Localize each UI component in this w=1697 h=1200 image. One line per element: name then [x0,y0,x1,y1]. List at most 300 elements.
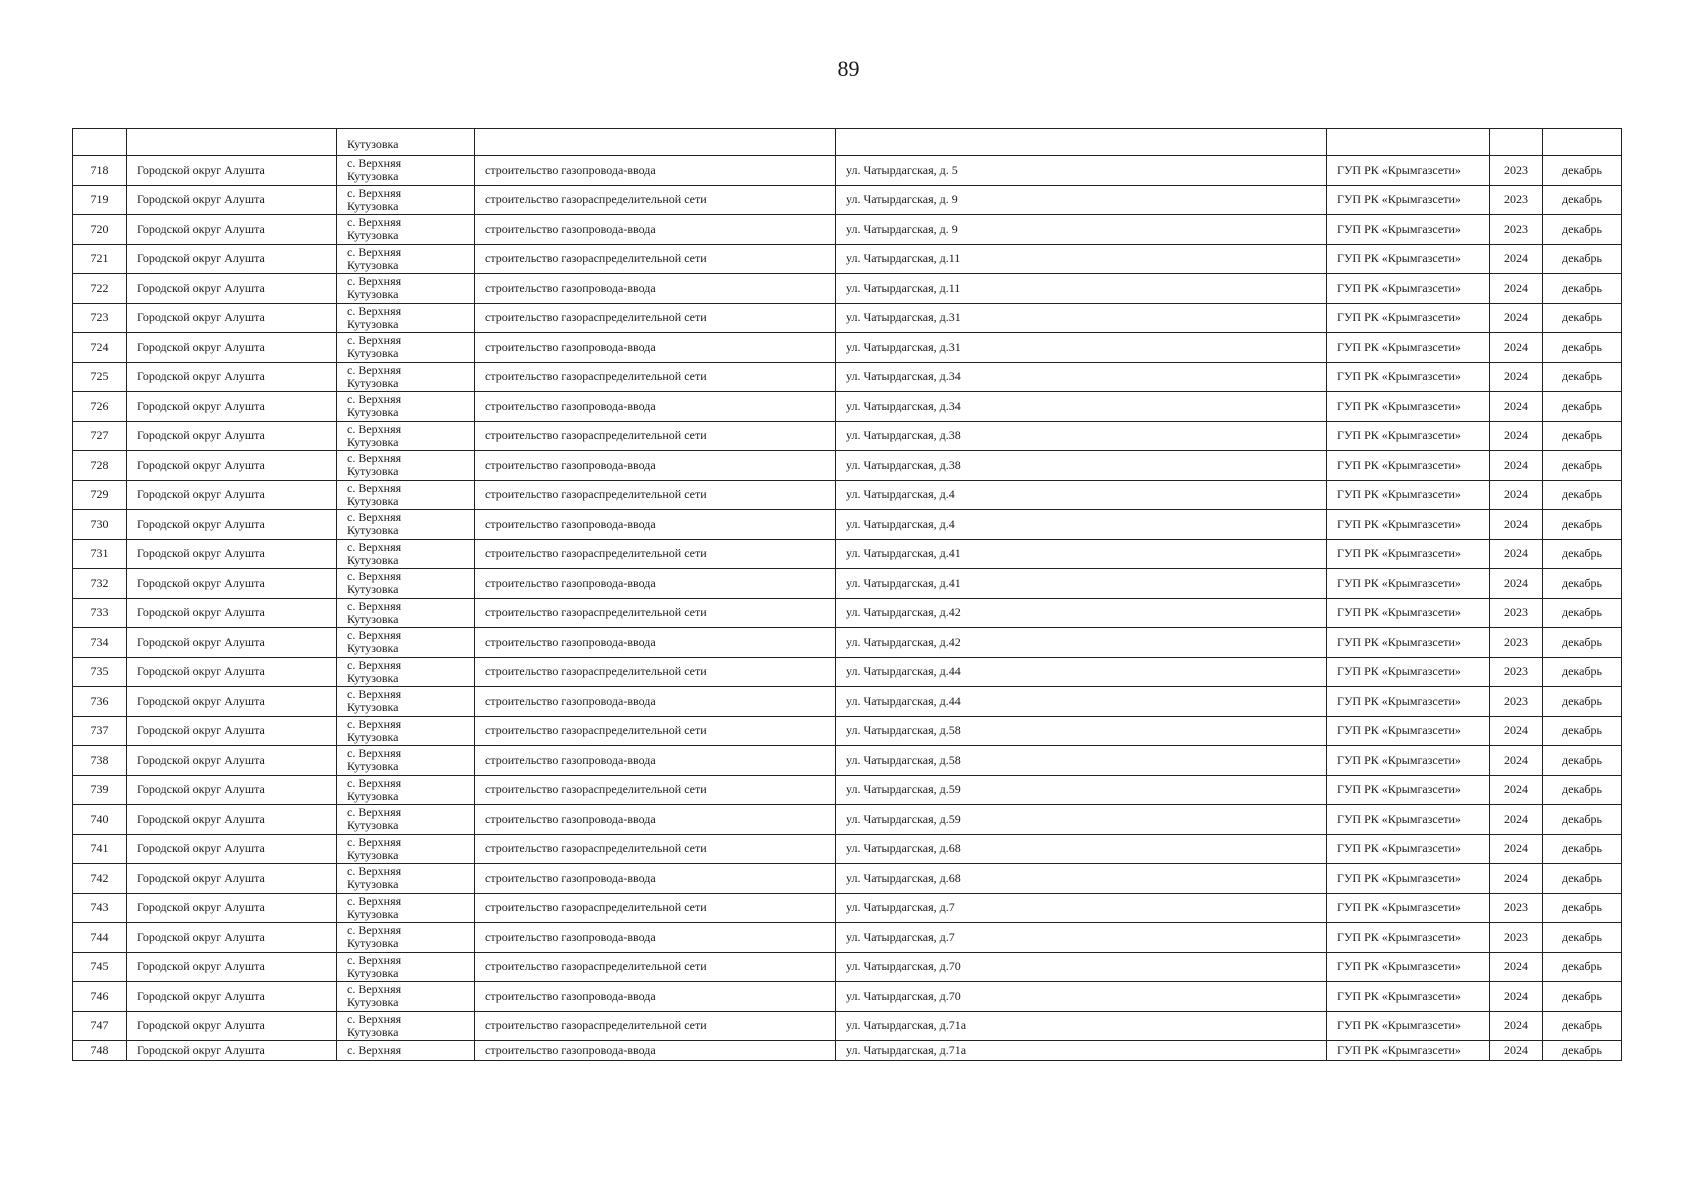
cell-work: строительство газораспределительной сети [475,303,836,333]
cell-locality [337,893,475,923]
cell-locality [337,982,475,1012]
cell-district: Городской округ Алушта [127,274,337,304]
cell-locality-line: Кутузовка [347,670,399,685]
cell-locality-line: с. Верхняя [347,598,402,613]
table-row [73,303,1622,333]
cell-num: 742 [73,864,127,894]
cell-address: ул. Чатырдагская, д.70 [836,952,1327,982]
cell-org: ГУП РК «Крымгазсети» [1327,864,1490,894]
cell-work: строительство газораспределительной сети [475,657,836,687]
cell-locality [337,421,475,451]
cell-locality [337,392,475,422]
cell-locality [337,451,475,481]
cell-month: декабрь [1543,215,1622,245]
cell-district: Городской округ Алушта [127,392,337,422]
cell-locality [337,864,475,894]
cell-org: ГУП РК «Крымгазсети» [1327,244,1490,274]
cell-month: декабрь [1543,185,1622,215]
cell-num: 746 [73,982,127,1012]
cell-address: ул. Чатырдагская, д.7 [836,893,1327,923]
cell-locality [337,1011,475,1041]
cell-address: ул. Чатырдагская, д.59 [836,805,1327,835]
cell-district: Городской округ Алушта [127,539,337,569]
cell-work: строительство газораспределительной сети [475,716,836,746]
cell-locality [337,539,475,569]
cell-locality-line: с. Верхняя [347,333,402,348]
cell-year: 2023 [1490,893,1543,923]
cell-locality-line: Кутузовка [347,287,399,302]
cell-year: 2024 [1490,480,1543,510]
cell-work: строительство газораспределительной сети [475,1011,836,1041]
cell-year: 2024 [1490,362,1543,392]
table-row [73,215,1622,245]
table-row [73,274,1622,304]
cell-num: 737 [73,716,127,746]
cell-locality-line: с. Верхняя [347,687,402,702]
cell-address: ул. Чатырдагская, д.34 [836,392,1327,422]
cell-num [73,129,127,156]
cell-work: строительство газопровода-ввода [475,215,836,245]
cell-address: ул. Чатырдагская, д.38 [836,451,1327,481]
cell-district: Городской округ Алушта [127,215,337,245]
cell-district: Городской округ Алушта [127,244,337,274]
cell-year: 2024 [1490,834,1543,864]
cell-work: строительство газораспределительной сети [475,362,836,392]
cell-org: ГУП РК «Крымгазсети» [1327,657,1490,687]
cell-org: ГУП РК «Крымгазсети» [1327,598,1490,628]
cell-locality-line: с. Верхняя [347,716,402,731]
cell-num: 732 [73,569,127,599]
cell-work: строительство газораспределительной сети [475,421,836,451]
cell-num: 740 [73,805,127,835]
cell-address: ул. Чатырдагская, д.58 [836,746,1327,776]
cell-locality [337,628,475,658]
cell-num: 724 [73,333,127,363]
cell-locality-line: с. Верхняя [347,982,402,997]
cell-district: Городской округ Алушта [127,303,337,333]
cell-locality-line: с. Верхняя [347,185,402,200]
cell-month: декабрь [1543,716,1622,746]
cell-address: ул. Чатырдагская, д.70 [836,982,1327,1012]
cell-locality-line: с. Верхняя [347,923,402,938]
cell-work: строительство газораспределительной сети [475,480,836,510]
cell-num: 741 [73,834,127,864]
cell-month: декабрь [1543,539,1622,569]
cell-address: ул. Чатырдагская, д.7 [836,923,1327,953]
cell-address: ул. Чатырдагская, д.11 [836,244,1327,274]
cell-org: ГУП РК «Крымгазсети» [1327,421,1490,451]
cell-num: 723 [73,303,127,333]
cell-month: декабрь [1543,982,1622,1012]
table-row [73,156,1622,186]
cell-locality [337,333,475,363]
cell-month: декабрь [1543,598,1622,628]
cell-locality-line: Кутузовка [347,228,399,243]
cell-num: 745 [73,952,127,982]
cell-org: ГУП РК «Крымгазсети» [1327,274,1490,304]
cell-num: 728 [73,451,127,481]
cell-district: Городской округ Алушта [127,982,337,1012]
cell-work: строительство газопровода-ввода [475,923,836,953]
cell-work: строительство газопровода-ввода [475,982,836,1012]
table-row [73,746,1622,776]
cell-work: строительство газопровода-ввода [475,1041,836,1061]
cell-locality-line: Кутузовка [347,1024,399,1039]
cell-district: Городской округ Алушта [127,421,337,451]
cell-work: строительство газопровода-ввода [475,333,836,363]
cell-month: декабрь [1543,923,1622,953]
table-row [73,421,1622,451]
cell-org: ГУП РК «Крымгазсети» [1327,539,1490,569]
cell-locality-line: с. Верхняя [347,303,402,318]
cell-work: строительство газопровода-ввода [475,274,836,304]
cell-year: 2024 [1490,716,1543,746]
cell-locality-line: Кутузовка [347,523,399,538]
cell-org [1327,129,1490,156]
page-number: 89 [837,56,860,81]
cell-num: 725 [73,362,127,392]
cell-org: ГУП РК «Крымгазсети» [1327,333,1490,363]
cell-month: декабрь [1543,362,1622,392]
cell-org: ГУП РК «Крымгазсети» [1327,510,1490,540]
cell-work: строительство газопровода-ввода [475,746,836,776]
cell-district: Городской округ Алушта [127,569,337,599]
cell-year: 2023 [1490,923,1543,953]
cell-month: декабрь [1543,657,1622,687]
cell-locality-line: с. Верхняя [347,1011,402,1026]
cell-work: строительство газопровода-ввода [475,805,836,835]
cell-locality-line: с. Верхняя [347,657,402,672]
cell-num: 721 [73,244,127,274]
cell-locality-line: Кутузовка [347,464,399,479]
cell-num: 743 [73,893,127,923]
cell-district: Городской округ Алушта [127,1011,337,1041]
table-row [73,864,1622,894]
cell-work: строительство газораспределительной сети [475,775,836,805]
cell-address: ул. Чатырдагская, д.68 [836,834,1327,864]
cell-district: Городской округ Алушта [127,156,337,186]
cell-locality-line: с. Верхняя [347,421,402,436]
continuation-row [73,129,1622,156]
cell-district: Городской округ Алушта [127,628,337,658]
cell-district: Городской округ Алушта [127,1041,337,1061]
cell-year: 2024 [1490,805,1543,835]
cell-month: декабрь [1543,244,1622,274]
cell-locality-line: Кутузовка [347,316,399,331]
cell-locality-line: Кутузовка [347,169,399,184]
table-row [73,185,1622,215]
cell-locality-line: Кутузовка [347,818,399,833]
cell-year: 2024 [1490,421,1543,451]
cell-year: 2024 [1490,333,1543,363]
cell-address: ул. Чатырдагская, д.44 [836,687,1327,717]
cell-locality [337,687,475,717]
cell-district: Городской округ Алушта [127,716,337,746]
cell-month [1543,129,1622,156]
cell-year: 2024 [1490,569,1543,599]
cell-month: декабрь [1543,333,1622,363]
cell-year: 2024 [1490,952,1543,982]
cell-locality-line: Кутузовка [347,405,399,420]
cell-locality-line: Кутузовка [347,700,399,715]
cell-month: декабрь [1543,1041,1622,1061]
cell-district: Городской округ Алушта [127,687,337,717]
cell-month: декабрь [1543,569,1622,599]
table-row [73,510,1622,540]
cell-year: 2024 [1490,982,1543,1012]
table-row [73,805,1622,835]
table-row [73,1041,1622,1061]
cell-locality-line: Кутузовка [347,611,399,626]
table-row [73,1011,1622,1041]
cell-address: ул. Чатырдагская, д.42 [836,628,1327,658]
cell-num: 718 [73,156,127,186]
cell-month: декабрь [1543,451,1622,481]
cell-month: декабрь [1543,952,1622,982]
cell-month: декабрь [1543,480,1622,510]
cell-org: ГУП РК «Крымгазсети» [1327,628,1490,658]
cell-locality-line: Кутузовка [347,906,399,921]
cell-org: ГУП РК «Крымгазсети» [1327,687,1490,717]
cell-org: ГУП РК «Крымгазсети» [1327,451,1490,481]
table-row [73,716,1622,746]
table-row [73,598,1622,628]
cell-num: 747 [73,1011,127,1041]
cell-locality [337,303,475,333]
cell-locality [337,362,475,392]
table-row [73,982,1622,1012]
cell-org: ГУП РК «Крымгазсети» [1327,1041,1490,1061]
cell-address: ул. Чатырдагская, д.4 [836,510,1327,540]
cell-district: Городской округ Алушта [127,746,337,776]
cell-district [127,129,337,156]
cell-work: строительство газораспределительной сети [475,539,836,569]
cell-work: строительство газопровода-ввода [475,864,836,894]
cell-num: 739 [73,775,127,805]
cell-locality-line: с. Верхняя [347,775,402,790]
cell-district: Городской округ Алушта [127,657,337,687]
table-row [73,687,1622,717]
cell-num: 733 [73,598,127,628]
cell-month: декабрь [1543,1011,1622,1041]
cell-work: строительство газопровода-ввода [475,569,836,599]
cell-num: 748 [73,1041,127,1061]
cell-address: ул. Чатырдагская, д.38 [836,421,1327,451]
cell-num: 729 [73,480,127,510]
cell-org: ГУП РК «Крымгазсети» [1327,215,1490,245]
cell-address: ул. Чатырдагская, д. 5 [836,156,1327,186]
cell-locality [337,952,475,982]
cell-org: ГУП РК «Крымгазсети» [1327,923,1490,953]
cell-month: декабрь [1543,156,1622,186]
cell-address: ул. Чатырдагская, д.58 [836,716,1327,746]
cell-year: 2023 [1490,156,1543,186]
cell-locality [337,746,475,776]
table-row [73,539,1622,569]
cell-locality-line: с. Верхняя [347,244,402,259]
table-row [73,952,1622,982]
cell-address: ул. Чатырдагская, д.42 [836,598,1327,628]
cell-work: строительство газопровода-ввода [475,451,836,481]
table-row [73,569,1622,599]
cell-locality [337,1041,475,1061]
cell-org: ГУП РК «Крымгазсети» [1327,775,1490,805]
cell-locality-line: Кутузовка [347,493,399,508]
cell-org: ГУП РК «Крымгазсети» [1327,185,1490,215]
table-row [73,451,1622,481]
table-row [73,392,1622,422]
table-row [73,775,1622,805]
cell-month: декабрь [1543,303,1622,333]
cell-locality-line: с. Верхняя [347,451,402,466]
cell-year: 2023 [1490,215,1543,245]
cell-num: 734 [73,628,127,658]
cell-year: 2024 [1490,746,1543,776]
cell-org: ГУП РК «Крымгазсети» [1327,1011,1490,1041]
cell-year: 2024 [1490,303,1543,333]
table-row [73,333,1622,363]
cell-locality-line: Кутузовка [347,582,399,597]
cell-work [475,129,836,156]
cell-work: строительство газораспределительной сети [475,185,836,215]
table-row [73,893,1622,923]
cell-locality-line: с. Верхняя [347,539,402,554]
cell-month: декабрь [1543,775,1622,805]
cell-locality-line: с. Верхняя [347,1043,402,1057]
cell-locality [337,129,475,156]
cell-locality-line: с. Верхняя [347,628,402,643]
cell-month: декабрь [1543,864,1622,894]
cell-month: декабрь [1543,392,1622,422]
cell-year: 2024 [1490,244,1543,274]
table-row [73,923,1622,953]
cell-year: 2023 [1490,687,1543,717]
cell-locality [337,657,475,687]
table-row [73,362,1622,392]
cell-year: 2023 [1490,598,1543,628]
cell-month: декабрь [1543,421,1622,451]
table-row [73,244,1622,274]
cell-address: ул. Чатырдагская, д.59 [836,775,1327,805]
cell-year [1490,129,1543,156]
cell-locality-line: Кутузовка [347,346,399,361]
cell-district: Городской округ Алушта [127,480,337,510]
cell-locality-line: Кутузовка [347,936,399,951]
cell-num: 726 [73,392,127,422]
cell-month: декабрь [1543,746,1622,776]
cell-org: ГУП РК «Крымгазсети» [1327,834,1490,864]
cell-district: Городской округ Алушта [127,893,337,923]
cell-locality-line: с. Верхняя [347,569,402,584]
cell-locality-line: Кутузовка [347,137,399,151]
cell-address: ул. Чатырдагская, д. 9 [836,215,1327,245]
cell-work: строительство газораспределительной сети [475,952,836,982]
cell-locality-line: Кутузовка [347,729,399,744]
cell-locality-line: с. Верхняя [347,893,402,908]
cell-locality-line: с. Верхняя [347,480,402,495]
cell-address: ул. Чатырдагская, д.71а [836,1011,1327,1041]
cell-num: 744 [73,923,127,953]
cell-locality-line: с. Верхняя [347,215,402,230]
cell-month: декабрь [1543,628,1622,658]
cell-locality [337,923,475,953]
table-row [73,834,1622,864]
cell-locality [337,598,475,628]
cell-work: строительство газораспределительной сети [475,893,836,923]
cell-locality [337,480,475,510]
cell-locality-line: с. Верхняя [347,864,402,879]
cell-locality-line: с. Верхняя [347,392,402,407]
cell-month: декабрь [1543,834,1622,864]
cell-work: строительство газопровода-ввода [475,628,836,658]
cell-locality [337,716,475,746]
cell-district: Городской округ Алушта [127,952,337,982]
table-body [73,129,1622,1061]
cell-district: Городской округ Алушта [127,864,337,894]
cell-num: 727 [73,421,127,451]
cell-locality [337,156,475,186]
cell-locality-line: с. Верхняя [347,156,402,171]
cell-year: 2024 [1490,1041,1543,1061]
cell-locality-line: с. Верхняя [347,834,402,849]
cell-locality-line: Кутузовка [347,877,399,892]
cell-num: 738 [73,746,127,776]
table-row [73,628,1622,658]
cell-month: декабрь [1543,893,1622,923]
cell-num: 722 [73,274,127,304]
cell-work: строительство газопровода-ввода [475,510,836,540]
cell-locality-line: с. Верхняя [347,805,402,820]
cell-month: декабрь [1543,805,1622,835]
cell-locality [337,244,475,274]
cell-district: Городской округ Алушта [127,185,337,215]
cell-address: ул. Чатырдагская, д.71а [836,1041,1327,1061]
cell-work: строительство газораспределительной сети [475,834,836,864]
cell-district: Городской округ Алушта [127,510,337,540]
cell-district: Городской округ Алушта [127,775,337,805]
cell-district: Городской округ Алушта [127,598,337,628]
cell-locality-line: с. Верхняя [347,952,402,967]
cell-locality-line: Кутузовка [347,198,399,213]
cell-org: ГУП РК «Крымгазсети» [1327,156,1490,186]
table-row [73,657,1622,687]
cell-district: Городской округ Алушта [127,805,337,835]
cell-num: 730 [73,510,127,540]
cell-work: строительство газораспределительной сети [475,244,836,274]
cell-address: ул. Чатырдагская, д.68 [836,864,1327,894]
cell-num: 736 [73,687,127,717]
cell-locality-line: Кутузовка [347,257,399,272]
cell-org: ГУП РК «Крымгазсети» [1327,569,1490,599]
cell-locality-line: с. Верхняя [347,746,402,761]
cell-year: 2024 [1490,274,1543,304]
cell-num: 720 [73,215,127,245]
cell-locality [337,805,475,835]
cell-address: ул. Чатырдагская, д.31 [836,333,1327,363]
register-table [72,128,1622,1061]
cell-org: ГУП РК «Крымгазсети» [1327,362,1490,392]
cell-month: декабрь [1543,274,1622,304]
cell-address: ул. Чатырдагская, д.4 [836,480,1327,510]
cell-org: ГУП РК «Крымгазсети» [1327,716,1490,746]
cell-locality [337,569,475,599]
cell-locality-line: с. Верхняя [347,510,402,525]
cell-num: 731 [73,539,127,569]
cell-locality-line: Кутузовка [347,847,399,862]
cell-locality [337,775,475,805]
cell-locality [337,185,475,215]
cell-locality [337,834,475,864]
